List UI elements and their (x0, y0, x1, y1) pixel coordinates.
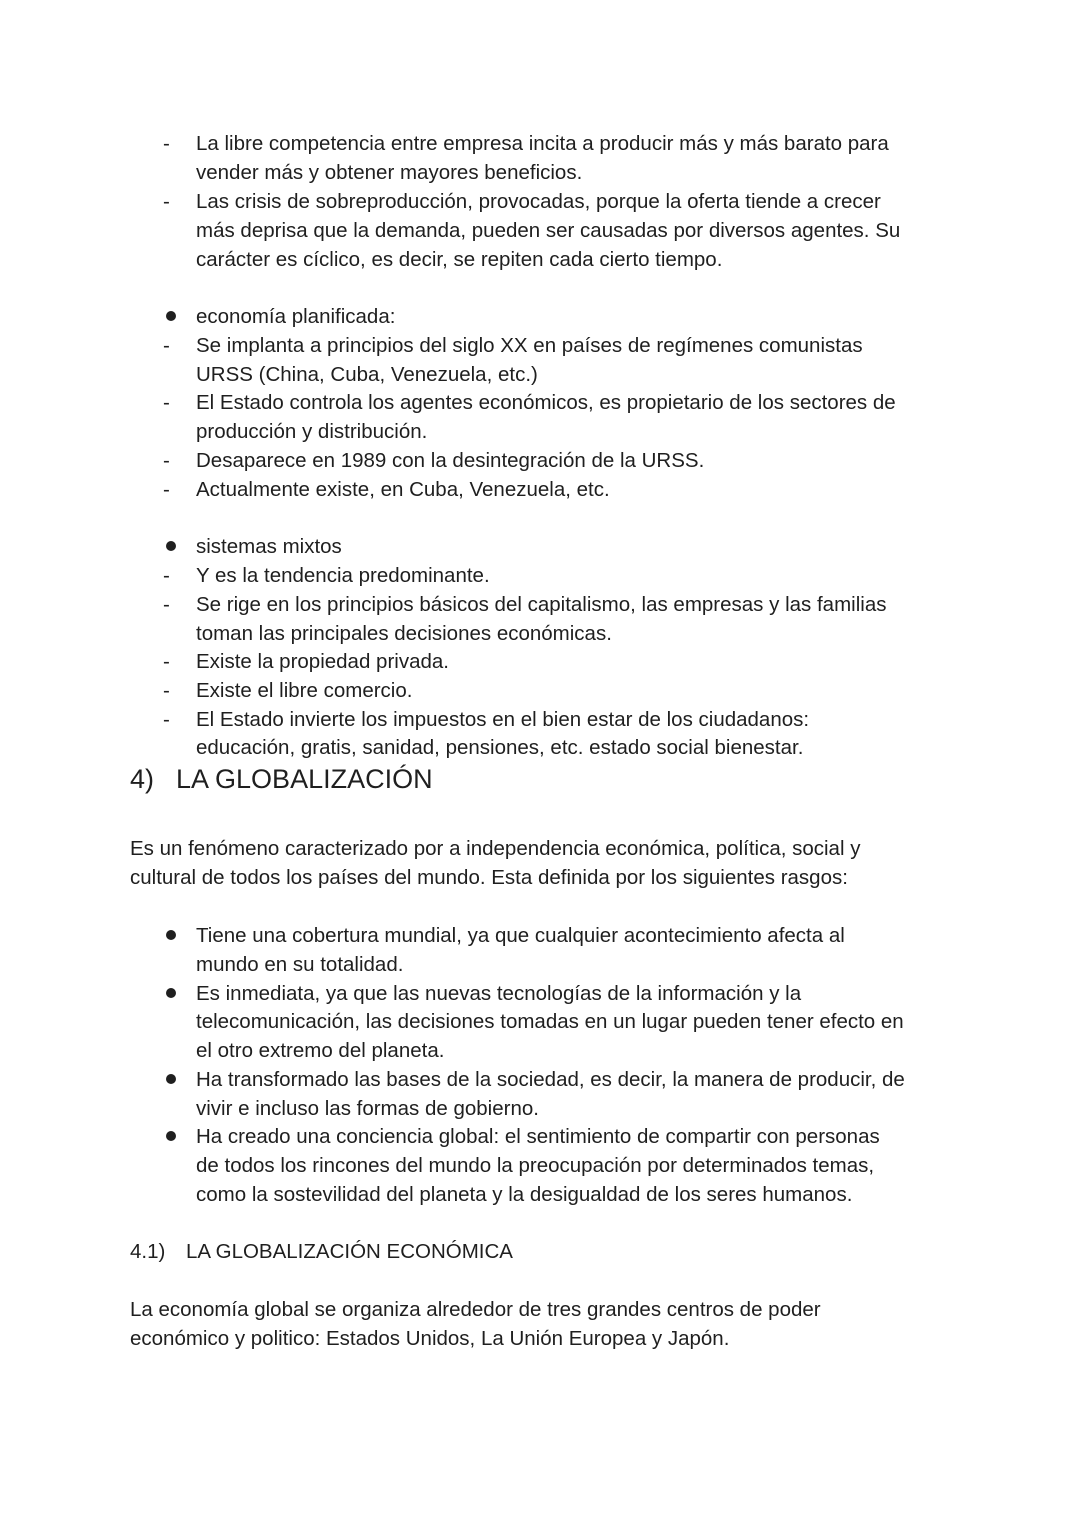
list-item-line: Tiene una cobertura mundial, ya que cualquier acontecimiento afecta al (196, 924, 845, 947)
list-item-line: Desaparece en 1989 con la desintegración de la URSS. (196, 449, 705, 472)
bullet-dot (166, 930, 176, 940)
list-item-line: El Estado controla los agentes económicos, es propietario de los sectores de (196, 391, 896, 414)
list-item-line: vender más y obtener mayores beneficios. (196, 161, 583, 184)
dash-bullet: - (163, 679, 170, 702)
bullet-dot (166, 988, 176, 998)
list-item-line: producción y distribución. (196, 420, 428, 443)
list-item-line: carácter es cíclico, es decir, se repiten cada cierto tiempo. (196, 248, 723, 271)
dash-bullet: - (163, 593, 170, 616)
dash-bullet: - (163, 132, 170, 155)
dash-bullet: - (163, 650, 170, 673)
list-item-line: Se implanta a principios del siglo XX en países de regímenes comunistas (196, 334, 863, 357)
subheading-mixed: sistemas mixtos (196, 535, 342, 558)
list-item-line: toman las principales decisiones económicas. (196, 622, 612, 645)
paragraph-line: Es un fenómeno caracterizado por a independencia económica, política, social y (130, 837, 861, 860)
list-item-line: Existe el libre comercio. (196, 679, 413, 702)
list-item-line: mundo en su totalidad. (196, 953, 404, 976)
section-title: LA GLOBALIZACIÓN ECONÓMICA (186, 1240, 513, 1263)
list-item-line: de todos los rincones del mundo la preocupación por determinados temas, (196, 1154, 875, 1177)
list-item-line: Es inmediata, ya que las nuevas tecnologías de la información y la (196, 982, 802, 1005)
list-item-line: Las crisis de sobreproducción, provocadas, porque la oferta tiende a crecer (196, 190, 881, 213)
list-item-line: telecomunicación, las decisiones tomadas en un lugar pueden tener efecto en (196, 1010, 904, 1033)
list-item-line: La libre competencia entre empresa incita a producir más y más barato para (196, 132, 889, 155)
section-title: LA GLOBALIZACIÓN (176, 764, 433, 794)
paragraph-line: cultural de todos los países del mundo. Esta definida por los siguientes rasgos: (130, 866, 848, 889)
list-item-line: Se rige en los principios básicos del capitalismo, las empresas y las familias (196, 593, 887, 616)
list-item-line: el otro extremo del planeta. (196, 1039, 445, 1062)
list-item-line: vivir e incluso las formas de gobierno. (196, 1097, 539, 1120)
list-item-line: Actualmente existe, en Cuba, Venezuela, etc. (196, 478, 610, 501)
bullet-dot (166, 311, 176, 321)
section-number: 4.1) (130, 1240, 166, 1263)
subheading-planned: economía planificada: (196, 305, 396, 328)
section-heading-4 (130, 762, 433, 796)
dash-bullet: - (163, 478, 170, 501)
list-item-line: Existe la propiedad privada. (196, 650, 449, 673)
list-item-line: Y es la tendencia predominante. (196, 564, 490, 587)
dash-bullet: - (163, 708, 170, 731)
section-heading-4-1 (130, 1237, 513, 1266)
list-item-line: Ha creado una conciencia global: el sentimiento de compartir con personas (196, 1125, 880, 1148)
section-number: 4) (130, 764, 155, 794)
list-item-line: educación, gratis, sanidad, pensiones, etc. estado social bienestar. (196, 736, 804, 759)
list-item-line: URSS (China, Cuba, Venezuela, etc.) (196, 363, 538, 386)
dash-bullet: - (163, 391, 170, 414)
bullet-dot (166, 1131, 176, 1141)
paragraph-line: económico y politico: Estados Unidos, La Unión Europea y Japón. (130, 1327, 730, 1350)
bullet-dot (166, 1074, 176, 1084)
list-item-line: como la sostevilidad del planeta y la desigualdad de los seres humanos. (196, 1183, 853, 1206)
list-item-line: más deprisa que la demanda, pueden ser causadas por diversos agentes. Su (196, 219, 901, 242)
paragraph-line: La economía global se organiza alrededor de tres grandes centros de poder (130, 1298, 821, 1321)
dash-bullet: - (163, 449, 170, 472)
list-item-line: Ha transformado las bases de la sociedad, es decir, la manera de producir, de (196, 1068, 905, 1091)
bullet-dot (166, 541, 176, 551)
dash-bullet: - (163, 564, 170, 587)
dash-bullet: - (163, 190, 170, 213)
dash-bullet: - (163, 334, 170, 357)
list-item-line: El Estado invierte los impuestos en el bien estar de los ciudadanos: (196, 708, 810, 731)
